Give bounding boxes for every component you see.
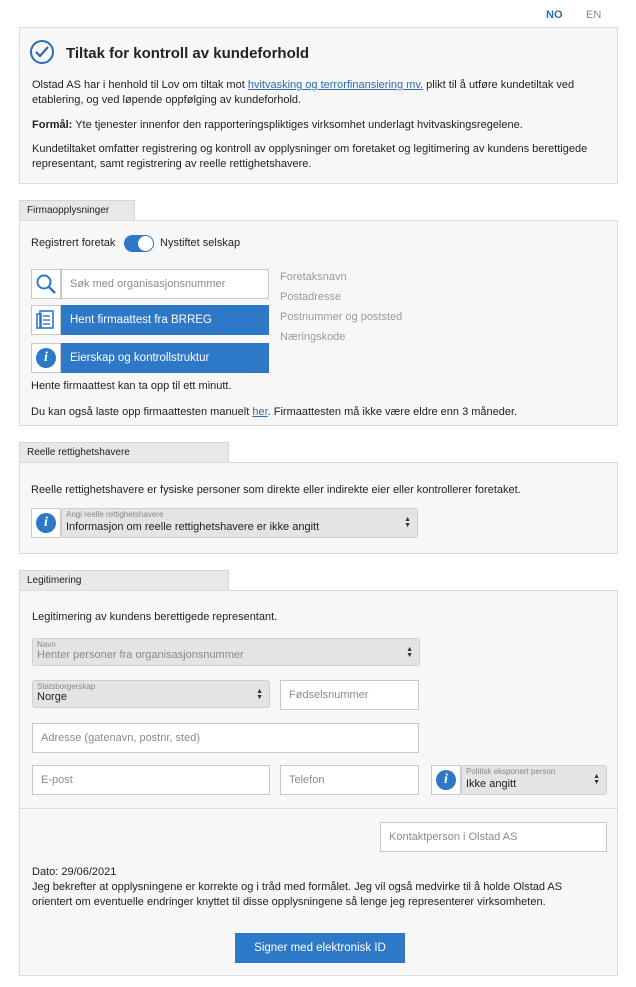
confirmation-text: Jeg bekrefter at opplysningene er korrekte og i tråd med formålet. Jeg vil også medvirke til å holde Olstad AS orientert om eventuelle endringer knyttet til disse opplysningene så lenge jeg representerer virksomheten. — [32, 881, 563, 908]
phone-input[interactable]: Telefon — [280, 765, 419, 795]
manual-upload-note: Du kan også laste opp firmaattesten manuelt her. Firmaattesten må ikke være eldre enn 3 måneder. — [31, 406, 518, 418]
intro-paragraph-1: Olstad AS har i henhold til Lov om tiltak mot hvitvasking og terrorfinansiering mv. plikt til å utføre kundetiltak ved etablering, og ved løpende oppfølging av kundeforhold. — [32, 79, 575, 106]
manual-upload-link[interactable]: her — [252, 406, 268, 418]
pep-select[interactable]: Politisk eksponert person Ikke angitt ▲ ▼ — [461, 765, 607, 795]
search-icon[interactable] — [31, 269, 61, 299]
info-icon: i — [36, 348, 56, 368]
fetch-brreg-button[interactable]: Hent firmaattest fra BRREG — [61, 305, 269, 335]
postal-address-field: Postadresse — [280, 291, 342, 303]
intro-paragraph-2: Formål: Yte tjenester innenfor den rapporteringspliktiges virksomhet underlagt hvitvaskingsregelene. — [32, 119, 523, 131]
info-icon-box — [431, 765, 461, 795]
company-type-toggle[interactable] — [124, 235, 154, 252]
citizenship-select[interactable]: Statsborgerskap Norge ▲ ▼ — [32, 680, 270, 708]
toggle-left-label: Registrert foretak — [31, 237, 116, 249]
tab-legitimering: Legitimering — [19, 570, 229, 591]
select-arrows-icon: ▲ ▼ — [256, 688, 263, 701]
select-arrows-icon: ▲ ▼ — [593, 773, 600, 786]
tab-reelle-rettighetshavere: Reelle rettighetshavere — [19, 442, 229, 463]
contact-person-input[interactable]: Kontaktperson i Olstad AS — [380, 822, 607, 852]
signing-date: Dato: 29/06/2021 — [32, 866, 117, 878]
birth-number-input[interactable]: Fødselsnummer — [280, 680, 419, 710]
intro-paragraph-3: Kundetiltaket omfatter registrering og kontroll av opplysninger om foretaket og legitimering av kundens berettigede representant, samt registrering av reelle rettighetshavere. — [32, 143, 588, 170]
org-number-search-input[interactable]: Søk med organisasjonsnummer — [61, 269, 269, 299]
person-select[interactable]: Navn Henter personer fra organisasjonsnummer ▲ ▼ — [32, 638, 420, 666]
check-circle-icon — [30, 40, 54, 64]
aml-law-link[interactable]: hvitvasking og terrorfinansiering mv. — [247, 79, 424, 91]
sign-electronic-id-button[interactable]: Signer med elektronisk ID — [235, 933, 405, 963]
fetch-time-note: Hente firmaattest kan ta opp til ett minutt. — [31, 380, 232, 392]
select-arrows-icon: ▲ ▼ — [404, 516, 411, 529]
lang-no-link[interactable]: NO — [546, 9, 563, 21]
legit-description: Legitimering av kundens berettigede representant. — [32, 611, 278, 623]
info-icon-box — [31, 508, 61, 538]
postcode-field: Postnummer og poststed — [280, 311, 403, 323]
document-icon — [31, 305, 61, 335]
legit-panel — [19, 590, 618, 808]
email-input[interactable]: E-post — [32, 765, 270, 795]
reelle-panel — [19, 462, 618, 554]
beneficial-owners-select[interactable]: Angi reelle rettighetshavere Informasjon om reelle rettighetshavere er ikke angitt ▲ ▼ — [61, 508, 418, 538]
select-arrows-icon: ▲ ▼ — [406, 646, 413, 659]
info-icon-box — [31, 343, 61, 373]
intro-panel — [19, 27, 618, 184]
signing-panel — [19, 808, 618, 976]
info-icon: i — [36, 513, 56, 533]
tab-firmaopplysninger: Firmaopplysninger — [19, 200, 135, 221]
lang-en-link[interactable]: EN — [586, 9, 602, 21]
reelle-description: Reelle rettighetshavere er fysiske personer som direkte eller indirekte eier eller kontrollerer foretaket. — [31, 484, 521, 496]
page-title: Tiltak for kontroll av kundeforhold — [66, 45, 310, 62]
address-input[interactable]: Adresse (gatenavn, postnr, sted) — [32, 723, 419, 753]
toggle-right-label: Nystiftet selskap — [160, 237, 241, 249]
info-icon: i — [436, 770, 456, 790]
industry-code-field: Næringskode — [280, 331, 346, 343]
ownership-structure-button[interactable]: Eierskap og kontrollstruktur — [61, 343, 269, 373]
company-name-field: Foretaksnavn — [280, 271, 347, 283]
firma-panel — [19, 220, 618, 426]
